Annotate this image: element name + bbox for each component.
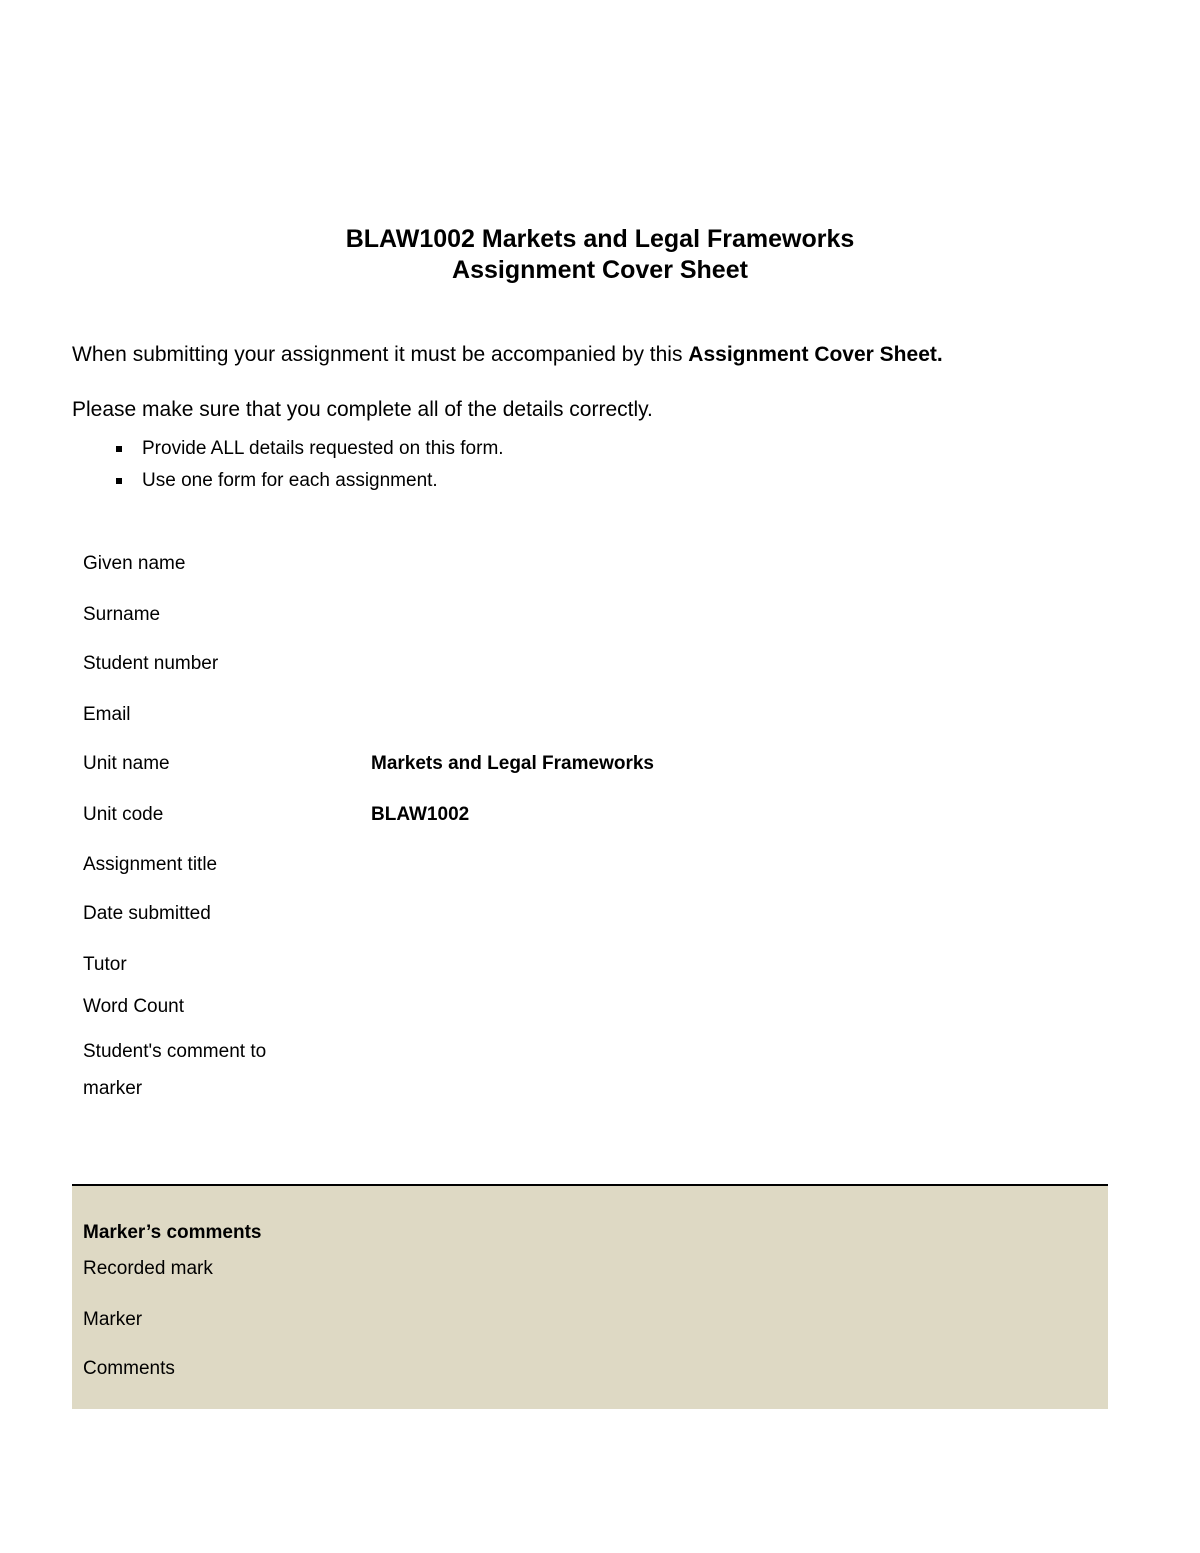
title-line-sheet: Assignment Cover Sheet: [452, 256, 748, 284]
field-value-unit-code: BLAW1002: [371, 804, 470, 825]
instruction-list: [114, 434, 504, 498]
field-value-unit-name: Markets and Legal Frameworks: [371, 753, 654, 774]
list-item-text: Use one form for each assignment.: [142, 470, 438, 491]
field-label: Student's comment to marker: [83, 1041, 267, 1099]
intro-text: When submitting your assignment it must be accompanied by this: [72, 343, 689, 366]
field-label: Student number: [83, 653, 219, 674]
title-line-course: BLAW1002 Markets and Legal Frameworks: [345, 225, 855, 253]
marker-row-marker: Marker: [83, 1309, 143, 1330]
list-item: [114, 466, 504, 498]
marker-comments-heading: Marker’s comments: [83, 1222, 262, 1243]
marker-section: [72, 1184, 1108, 1409]
field-label: Surname: [83, 604, 161, 625]
field-label: Unit name: [83, 753, 170, 774]
list-item-text: Provide ALL details requested on this form.: [142, 438, 504, 459]
field-label: Given name: [83, 553, 186, 574]
document-title: [0, 224, 1200, 286]
field-label: Unit code: [83, 804, 164, 825]
intro-paragraph: [72, 340, 943, 370]
field-label: Email: [83, 704, 131, 725]
list-item: [114, 434, 504, 466]
field-label: Assignment title: [83, 854, 218, 875]
square-bullet-icon: [116, 478, 122, 484]
field-label: Tutor: [83, 954, 127, 975]
marker-row-recorded-mark: Recorded mark: [83, 1258, 213, 1279]
instruction-paragraph: Please make sure that you complete all of the details correctly.: [72, 398, 653, 421]
intro-bold-text: Assignment Cover Sheet.: [688, 343, 943, 366]
square-bullet-icon: [116, 446, 122, 452]
marker-row-comments: Comments: [83, 1358, 175, 1379]
field-label: Date submitted: [83, 903, 211, 924]
field-label: Word Count: [83, 996, 185, 1017]
